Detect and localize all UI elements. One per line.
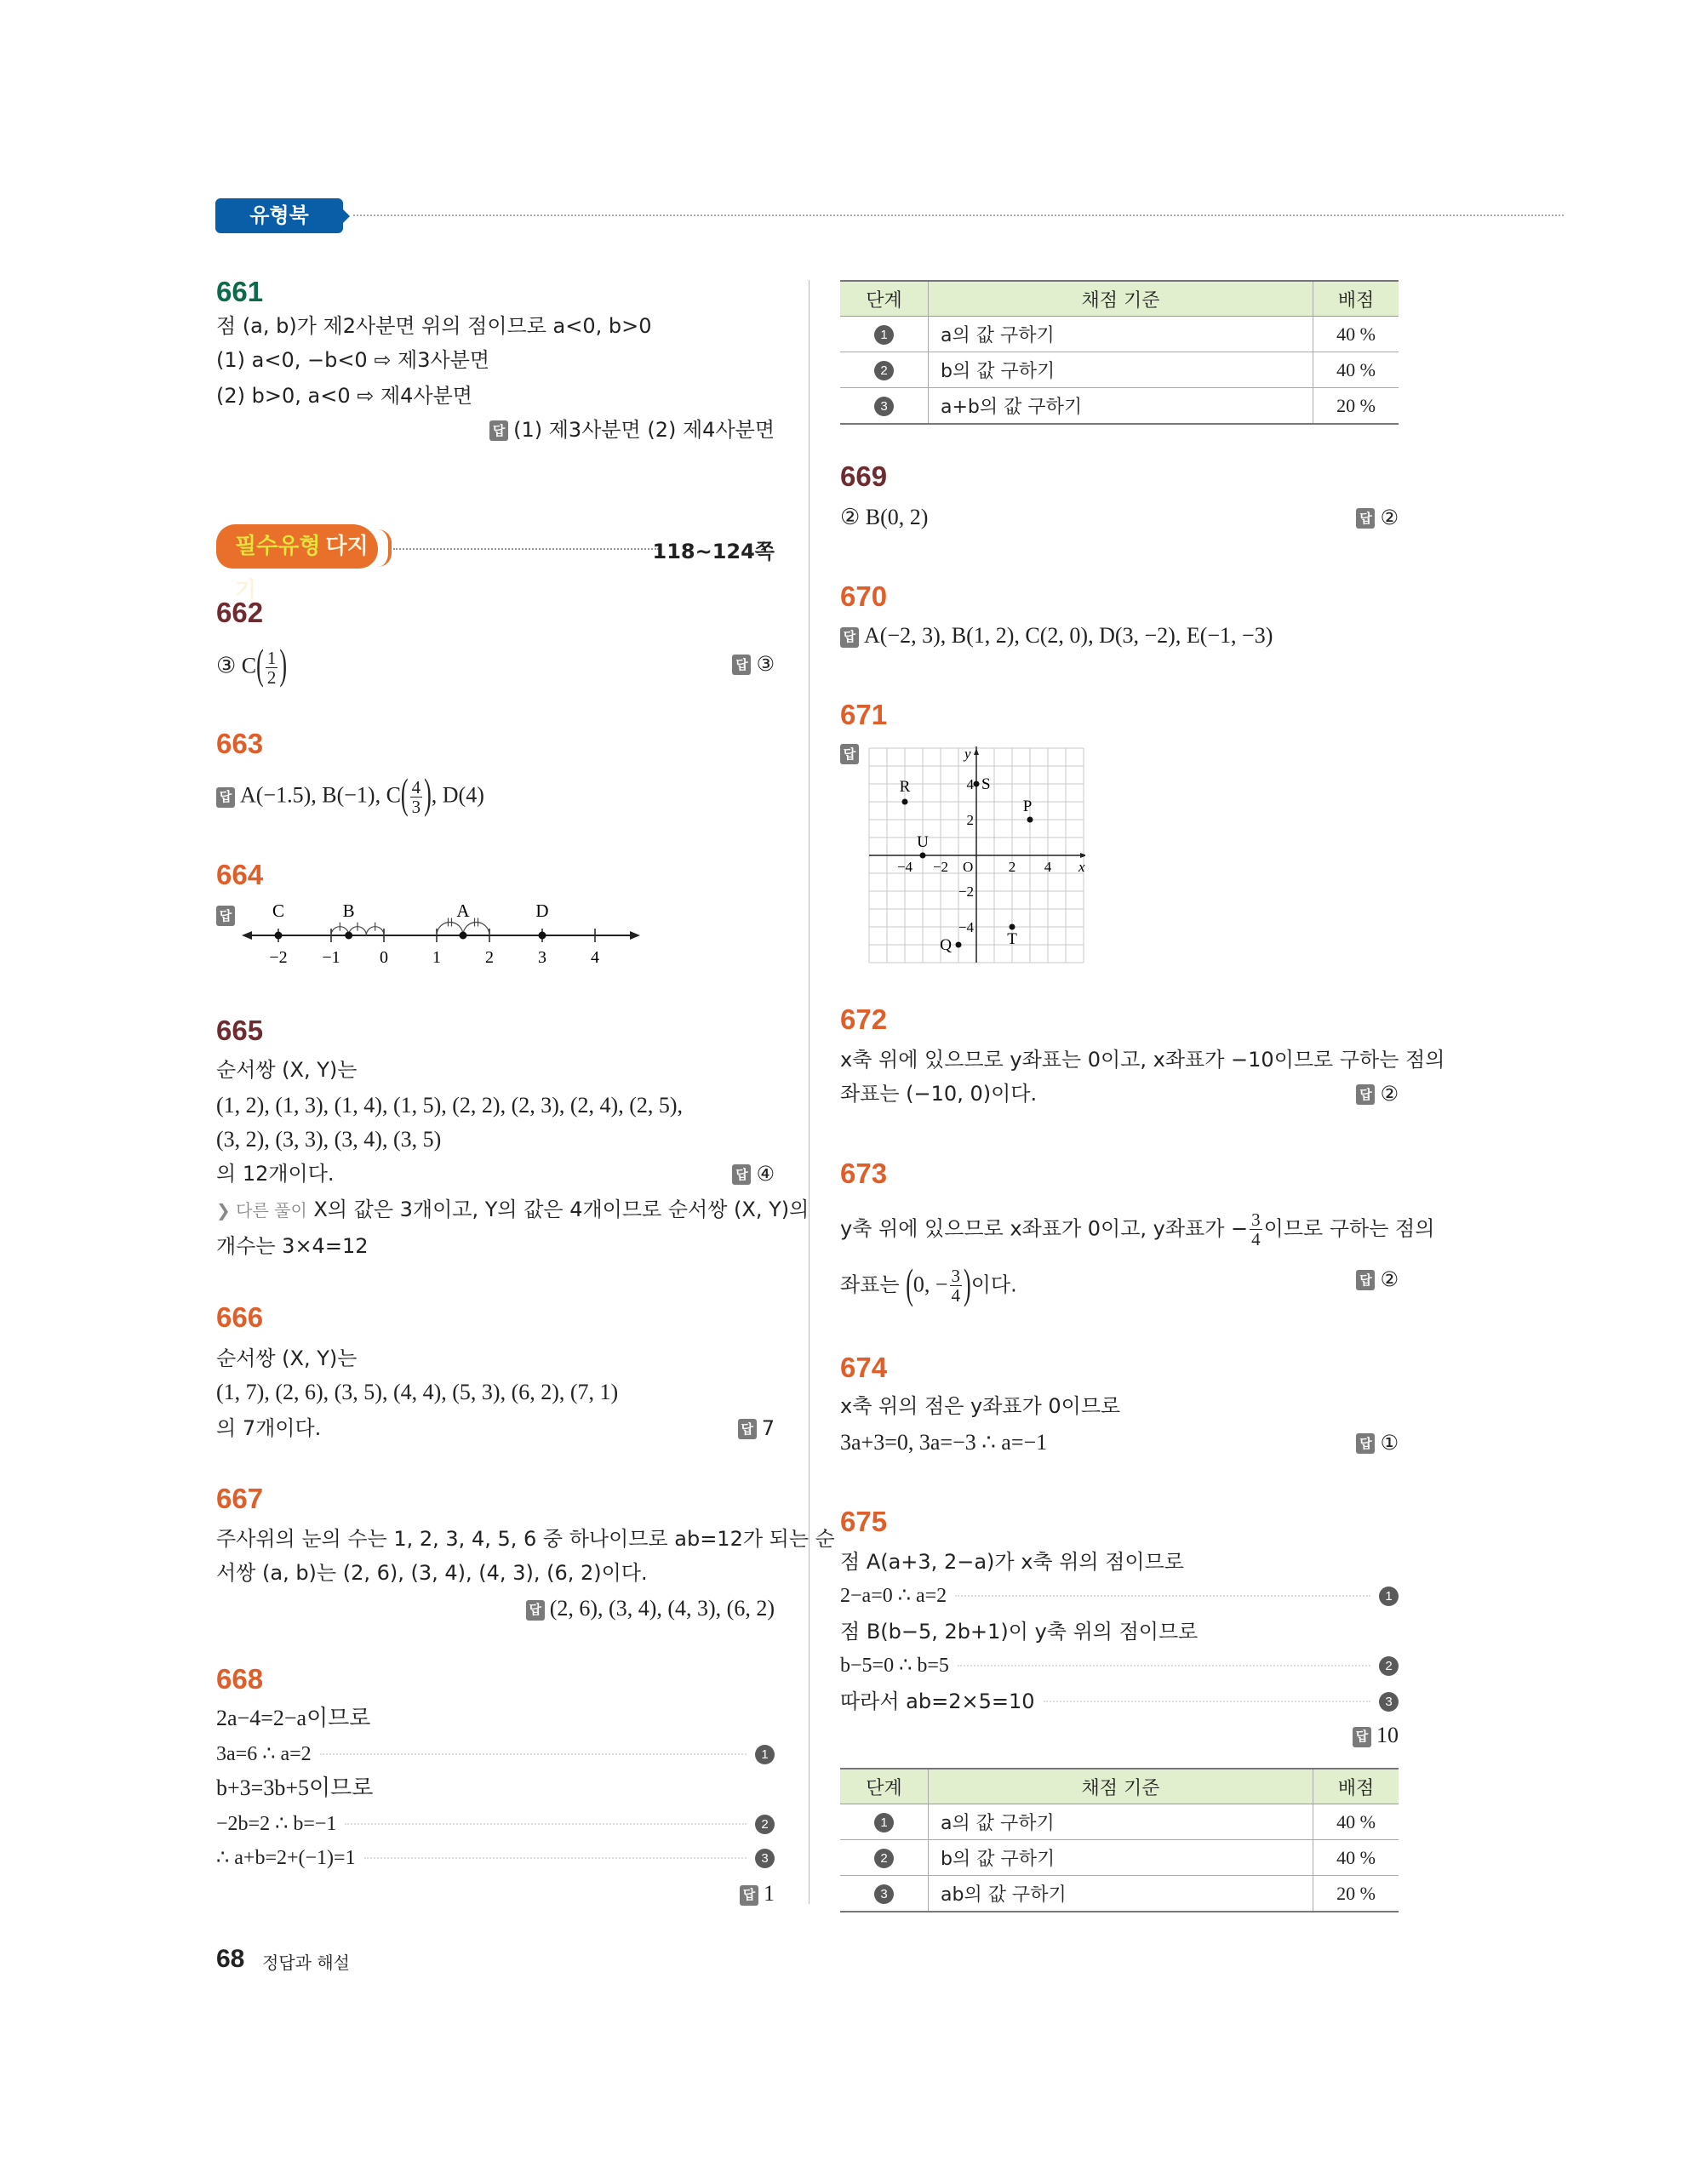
solution-step-line: 따라서 ab=2×5=10 3 [840,1689,1399,1714]
tick-label: −2 [269,948,288,967]
y-tick-label: −4 [958,919,974,935]
point-label: Q [940,936,952,954]
number-line [238,898,647,970]
answer-line [526,1596,775,1621]
footer-label: 정답과 해설 [262,1952,350,1973]
arrow-left-icon [242,931,252,940]
step-marker-icon: 1 [1379,1587,1399,1606]
y-tick-label: 4 [966,776,974,792]
tick-label: 4 [591,948,599,967]
point-marker [956,942,962,948]
scoring-table [840,1768,1399,1912]
answer-badge-icon: 답 [1356,508,1375,529]
problem-number: 665 [216,1015,264,1046]
problem-number: 663 [216,728,264,759]
solution-line: ② B(0, 2) [840,505,929,529]
banner-divider [393,548,659,550]
tick-label: −1 [322,948,340,967]
solution-step-line: 2−a=0 ∴ a=2 1 [840,1583,1399,1609]
answer-line: 답 A(−1.5), B(−1), C( $\frac{4}{3}$ ), D(4) [216,778,484,816]
answer-text: 10 [1376,1723,1399,1747]
y-arrow-icon [974,748,979,755]
point-marker [974,781,980,787]
step-marker-icon: 1 [874,325,894,345]
answer-badge-icon: 답 [732,1164,751,1185]
point-label: C [272,900,285,921]
point-marker [1027,817,1033,823]
answer-text: 1 [764,1881,775,1906]
solution-prefix: ③ C [216,653,257,678]
answer-badge-icon: 답 [526,1600,545,1621]
x-tick-label: −4 [896,859,913,875]
answer-badge-icon: 답 [216,906,235,926]
x-axis-label: x [1078,859,1085,875]
point-marker [920,853,926,859]
answer-badge-icon: 답 [1353,1727,1371,1747]
scoring-table [840,280,1399,425]
y-axis-label: y [964,746,971,762]
solution-line: 2a−4=2−a이므로 [216,1706,371,1730]
solution-line: 주사위의 눈의 수는 1, 2, 3, 4, 5, 6 중 하나이므로 ab=12가 되는 순 [216,1527,835,1551]
solution-line: 점 B(b−5, 2b+1)이 y축 위의 점이므로 [840,1620,1199,1644]
answer-line [840,740,864,766]
answer-text: 7 [761,1416,775,1440]
point-label: B [342,900,355,921]
problem-number: 670 [840,580,888,612]
answer-text: ① [1380,1431,1399,1455]
answer-line [1356,1266,1399,1292]
answer-line [1356,1081,1399,1106]
table-row: 2 b의 값 구하기 40 % [840,1840,1399,1876]
solution-step-line: 3a=6 ∴ a=2 1 [216,1741,775,1767]
solution-line: (3, 2), (3, 3), (3, 4), (3, 5) [216,1127,442,1152]
table-header-row: 단계 채점 기준 배점 [840,281,1399,317]
point-marker [460,932,467,940]
step-marker-icon: 2 [755,1815,775,1834]
x-tick-label: 2 [1008,859,1016,875]
answer-badge-icon: 답 [1356,1433,1375,1454]
x-tick-label: 4 [1044,859,1052,875]
answer-line [732,1161,775,1186]
answer-line [738,1415,775,1441]
answer-line [740,1881,775,1907]
solution-line: 점 A(a+3, 2−a)가 x축 위의 점이므로 [840,1550,1184,1574]
answer-text: ③ [756,652,775,676]
fraction: $\frac{4}{3}$ [411,777,421,817]
answer-text: ② [1380,1082,1399,1106]
problem-number: 667 [216,1483,264,1514]
point-marker [275,932,283,940]
answer-badge-icon: 답 [1356,1084,1375,1105]
point-label: U [917,833,929,851]
solution-line: 순서쌍 (X, Y)는 [216,1346,358,1370]
solution-line: b+3=3b+5이므로 [216,1775,374,1800]
problem-number: 671 [840,699,888,730]
table-row: 3 ab의 값 구하기 20 % [840,1876,1399,1912]
point-label: T [1007,930,1017,948]
problem-number: 669 [840,460,888,492]
chevron-right-icon: ❯ [216,1200,237,1221]
alt-solution-line: 개수는 3×4=12 [216,1234,369,1258]
point-label: A [456,900,470,921]
answer-badge-icon: 답 [489,420,508,441]
step-marker-icon: 3 [755,1849,775,1868]
x-arrow-icon [1080,853,1085,858]
point-label: S [981,775,991,793]
solution-line: (1) a<0, −b<0 ⇨ 제3사분면 [216,348,490,372]
coordinate-plane [867,746,1085,964]
solution-line: ③ C( $\frac{1}{2}$ ) [216,641,287,689]
table-row: 1 a의 값 구하기 40 % [840,1804,1399,1840]
answer-badge-icon: 답 [216,787,235,808]
point-marker [1010,924,1015,930]
step-marker-icon: 3 [874,1884,894,1904]
tick-label: 0 [380,948,388,967]
y-tick-label: 2 [966,812,974,828]
step-marker-icon: 2 [874,1849,894,1868]
tick-label: 1 [432,948,441,967]
section-banner [216,524,378,603]
step-marker-icon: 1 [874,1813,894,1832]
x-tick-label: −2 [932,859,949,875]
answer-text: (2, 6), (3, 4), (4, 3), (6, 2) [549,1596,775,1621]
solution-line: 3a+3=0, 3a=−3 ∴ a=−1 [840,1430,1048,1455]
solution-line: 의 12개이다. [216,1162,335,1186]
problem-number: 673 [840,1158,888,1189]
solution-line: 좌표는 (−10, 0)이다. [840,1082,1038,1106]
table-row: 3 a+b의 값 구하기 20 % [840,388,1399,425]
alt-solution-label: 다른 풀이 [236,1200,307,1221]
solution-line: (1, 2), (1, 3), (1, 4), (1, 5), (2, 2), (2, 3), (2, 4), (2, 5), [216,1093,684,1118]
table-header-row: 단계 채점 기준 배점 [840,1769,1399,1804]
equal-segment-arc [437,923,463,935]
point-label: R [899,778,911,796]
arrow-right-icon [630,931,640,940]
problem-number: 674 [840,1352,888,1383]
solution-line: 순서쌍 (X, Y)는 [216,1058,358,1082]
page-number: 68 [216,1945,245,1973]
solution-line: 점 (a, b)가 제2사분면 위의 점이므로 a<0, b>0 [216,314,652,338]
answer-text: ④ [756,1162,775,1186]
solution-step-line: −2b=2 ∴ b=−1 2 [216,1811,775,1837]
section-tab-label: 유형북 [215,198,343,233]
answer-badge-icon: 답 [1356,1270,1375,1290]
problem-number: 666 [216,1301,264,1333]
y-tick-label: −2 [958,883,974,900]
step-marker-icon: 3 [874,397,894,416]
point-marker [539,932,546,940]
fraction: $\frac{1}{2}$ [266,648,277,688]
solution-step-line: ∴ a+b=2+(−1)=1 3 [216,1845,775,1871]
step-marker-icon: 2 [874,361,894,380]
table-row: 1 a의 값 구하기 40 % [840,317,1399,352]
solution-line: 서쌍 (a, b)는 (2, 6), (3, 4), (4, 3), (6, 2)이다. [216,1561,648,1585]
solution-line: (2) b>0, a<0 ⇨ 제4사분면 [216,384,472,408]
answer-line [732,651,775,677]
answer-line [216,902,240,928]
answer-badge-icon: 답 [740,1885,758,1906]
solution-line: 의 7개이다. [216,1416,322,1440]
solution-line: 좌표는 (0, − $\frac{3}{4}$ )이다. [840,1261,1017,1308]
answer-badge-icon: 답 [840,627,859,648]
solution-line: y축 위에 있으므로 x좌표가 0이고, y좌표가 − $\frac{3}{4}$ 이므로 구하는 점의 [840,1209,1435,1249]
fraction: $\frac{3}{4}$ [1251,1209,1261,1249]
banner-bracket-icon [378,529,392,567]
tick-label: 3 [538,948,546,967]
answer-line [489,417,775,443]
problem-number: 672 [840,1003,888,1035]
answer-line [1356,505,1399,530]
answer-badge-icon: 답 [732,655,751,675]
answer-text: ② [1380,506,1399,529]
alt-solution-line: ❯ 다른 풀이 X의 값은 3개이고, Y의 값은 4개이므로 순서쌍 (X, Y)의 [216,1198,810,1221]
answer-line [1356,1430,1399,1455]
answer-badge-icon: 답 [738,1419,757,1439]
point-marker [345,932,352,940]
answer-line [840,623,1273,649]
answer-text: A(−2, 3), B(1, 2), C(2, 0), D(3, −2), E(−1, −3) [864,623,1273,648]
page-range: 118~124쪽 [652,540,775,563]
banner-title-a: 필수유형 [235,534,321,559]
point-marker [902,799,908,805]
solution-step-line: b−5=0 ∴ b=5 2 [840,1653,1399,1678]
solution-line: x축 위에 있으므로 y좌표는 0이고, x좌표가 −10이므로 구하는 점의 [840,1048,1445,1072]
table-row: 2 b의 값 구하기 40 % [840,352,1399,388]
problem-number: 662 [216,597,264,628]
solution-line: x축 위의 점은 y좌표가 0이므로 [840,1394,1121,1418]
point-label: D [535,900,549,921]
equal-segment-arc [463,923,489,936]
banner-title-b: 다지기 [235,534,369,603]
solution-line: (1, 7), (2, 6), (3, 5), (4, 4), (5, 3), (6, 2), (7, 1) [216,1380,619,1404]
problem-number: 664 [216,859,264,890]
answer-text: ② [1380,1267,1399,1291]
point-label: P [1022,798,1033,815]
answer-text: (1) 제3사분면 (2) 제4사분면 [513,418,775,442]
step-marker-icon: 3 [1379,1692,1399,1712]
tick-label: 2 [485,948,494,967]
origin-label: O [963,859,974,875]
problem-number: 668 [216,1663,264,1695]
problem-number: 675 [840,1506,888,1537]
answer-line [1353,1723,1399,1748]
step-marker-icon: 2 [1379,1656,1399,1676]
answer-badge-icon: 답 [840,744,859,764]
fraction: $\frac{3}{4}$ [951,1266,961,1306]
column-divider [809,280,810,1904]
header-divider [353,214,1564,216]
step-marker-icon: 1 [755,1745,775,1764]
problem-number: 661 [216,276,264,307]
